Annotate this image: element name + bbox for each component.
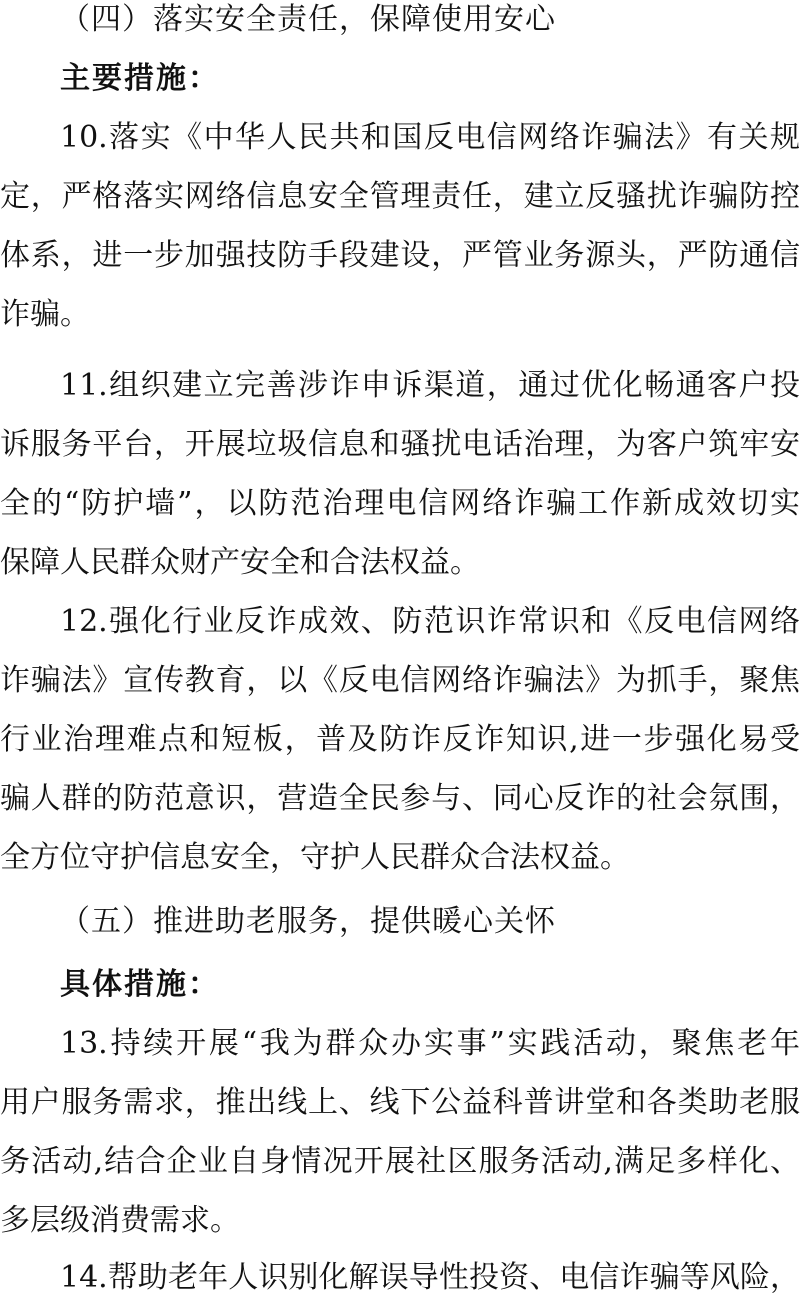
item-10-line-2: 定，严格落实网络信息安全管理责任，建立反骚扰诈骗防控 — [0, 179, 800, 214]
section-5-heading: （五）推进助老服务，提供暖心关怀 — [60, 904, 556, 939]
item-10-line-3: 体系，进一步加强技防手段建设，严管业务源头，严防通信 — [0, 238, 800, 273]
section-4-heading: （四）落实安全责任，保障使用安心 — [60, 2, 556, 37]
item-13-line-3: 务活动,结合企业自身情况开展社区服务活动,满足多样化、 — [0, 1144, 800, 1179]
item-11-line-4: 保障人民群众财产安全和合法权益。 — [0, 545, 480, 580]
item-10-line-4: 诈骗。 — [0, 297, 90, 332]
item-10-line-1: 10.落实《中华人民共和国反电信网络诈骗法》有关规 — [60, 120, 800, 155]
item-12-line-3: 行业治理难点和短板，普及防诈反诈知识,进一步强化易受 — [0, 722, 800, 757]
item-12-line-4: 骗人群的防范意识，营造全民参与、同心反诈的社会氛围， — [0, 781, 800, 816]
item-12-line-1: 12.强化行业反诈成效、防范识诈常识和《反电信网络 — [60, 604, 800, 639]
item-12-line-5: 全方位守护信息安全，守护人民群众合法权益。 — [0, 840, 630, 875]
section-5-measures-label: 具体措施： — [60, 967, 220, 1002]
item-11-line-1: 11.组织建立完善涉诈申诉渠道，通过优化畅通客户投 — [60, 368, 800, 403]
item-14-line-1: 14.帮助老年人识别化解误导性投资、电信诈骗等风险， — [60, 1260, 800, 1295]
item-13-line-4: 多层级消费需求。 — [0, 1203, 240, 1238]
item-11-line-2: 诉服务平台，开展垃圾信息和骚扰电话治理，为客户筑牢安 — [0, 427, 800, 462]
item-11-line-3: 全的“防护墙”，以防范治理电信网络诈骗工作新成效切实 — [0, 486, 800, 521]
item-13-line-1: 13.持续开展“我为群众办实事”实践活动，聚焦老年 — [60, 1026, 800, 1061]
item-12-line-2: 诈骗法》宣传教育，以《反电信网络诈骗法》为抓手，聚焦 — [0, 663, 800, 698]
section-4-measures-label: 主要措施： — [60, 61, 220, 96]
item-13-line-2: 用户服务需求，推出线上、线下公益科普讲堂和各类助老服 — [0, 1085, 800, 1120]
